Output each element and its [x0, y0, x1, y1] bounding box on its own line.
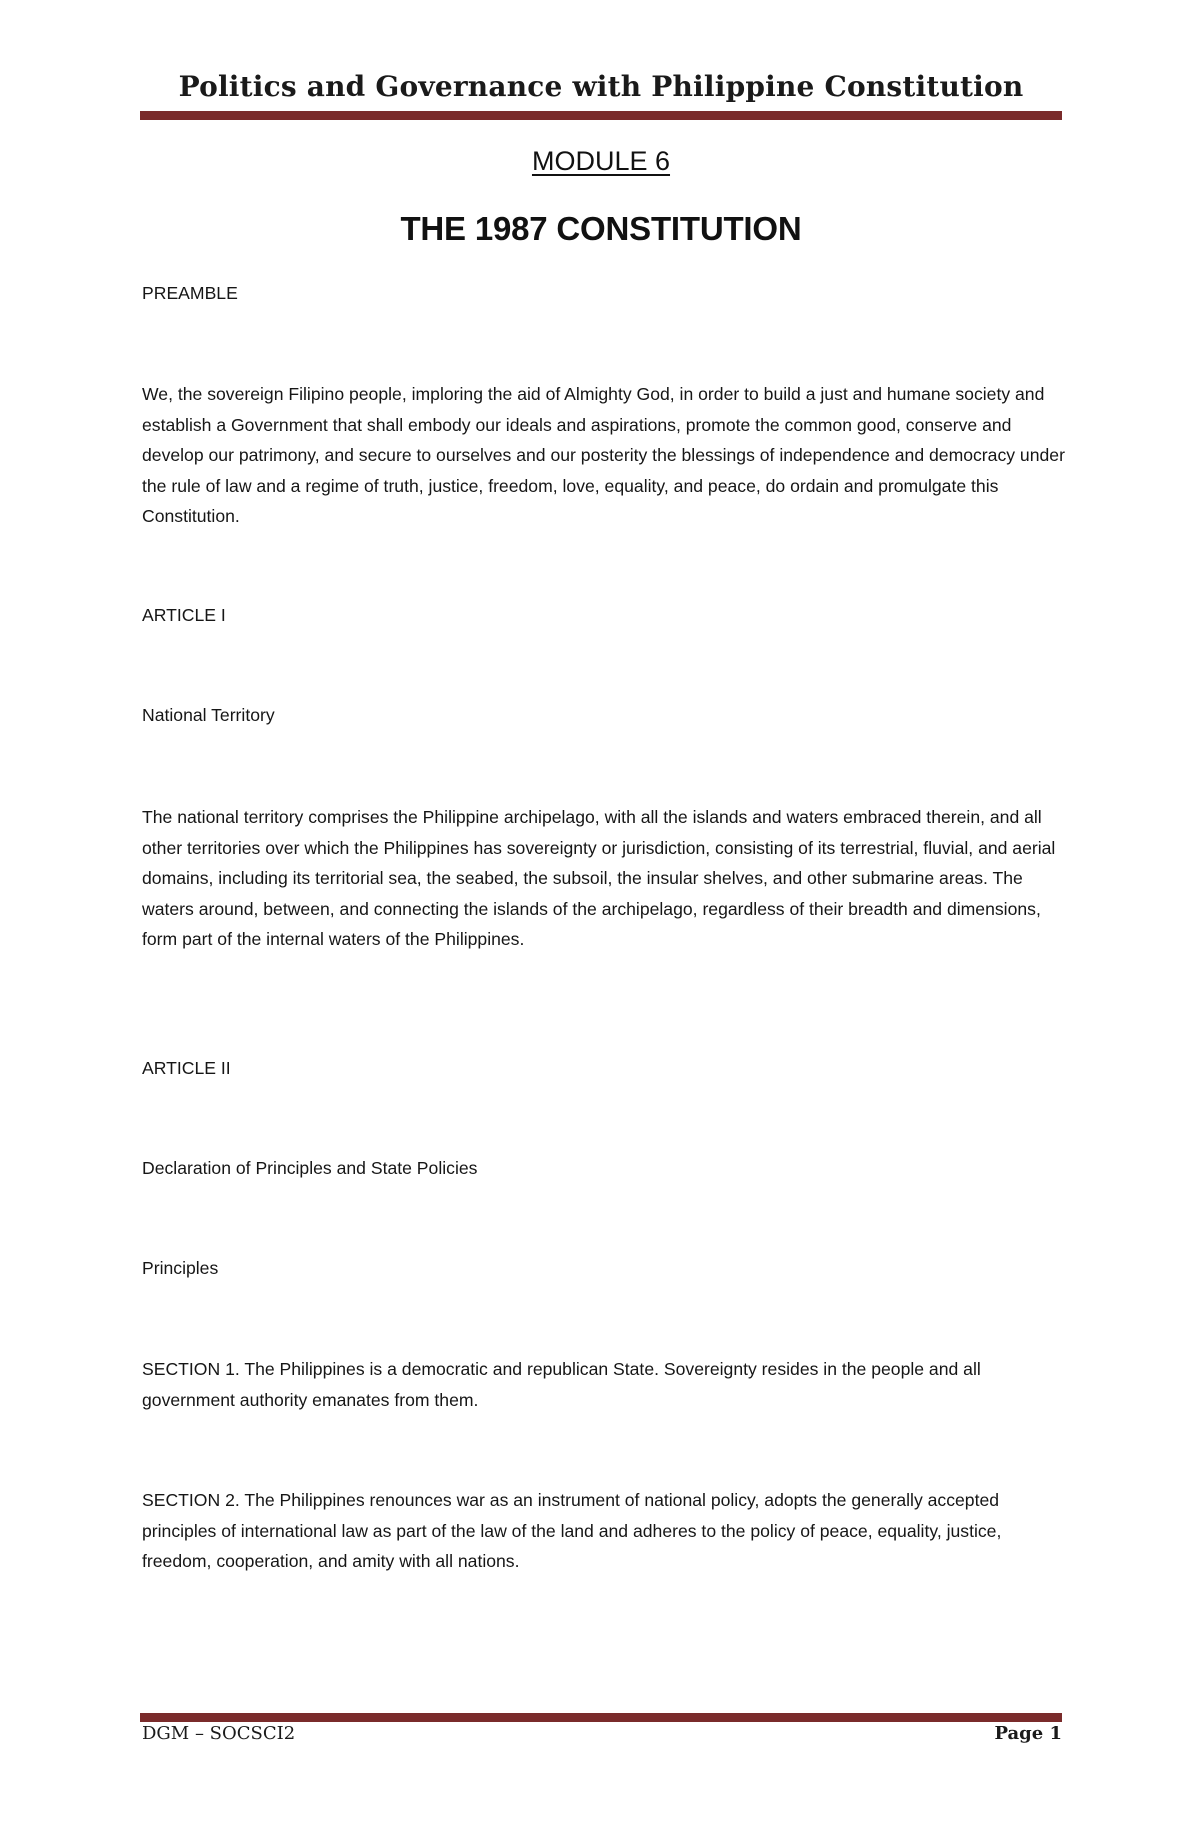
page-number: Page 1	[994, 1723, 1062, 1744]
article-2-title: Declaration of Principles and State Policies	[142, 1158, 478, 1178]
article-1-paragraph: The national territory comprises the Philippine archipelago, with all the islands and waters embraced therein, and all other territories over which the Philippines has sovereignty or jurisdiction, consisting of its terrestrial, fluvial, and aerial domains, including its territorial sea, the seabed, the subsoil, the insular shelves, and other submarine areas. The waters around, between, and connecting the islands of the archipelago, regardless of their breadth and dimensions, form part of the internal waters of the Philippines.	[142, 807, 1056, 949]
preamble-paragraph: We, the sovereign Filipino people, imploring the aid of Almighty God, in order to build a just and humane society and establish a Government that shall embody our ideals and aspirations, promote the common good, conserve and develop our patrimony, and secure to ourselves and our posterity the blessings of independence and democracy under the rule of law and a regime of truth, justice, freedom, love, equality, and peace, do ordain and promulgate this Constitution.	[142, 384, 1065, 526]
article-1-heading: ARTICLE I	[142, 605, 226, 625]
preamble-heading: PREAMBLE	[142, 283, 238, 303]
running-header-title: Politics and Governance with Philippine Constitution	[178, 70, 1024, 103]
page-title: THE 1987 CONSTITUTION	[400, 210, 802, 247]
article-2-heading: ARTICLE II	[142, 1058, 231, 1078]
section-1-paragraph: SECTION 1. The Philippines is a democratic and republican State. Sovereignty resides in the people and all government authority emanates from them.	[142, 1359, 981, 1410]
article-1-title: National Territory	[142, 705, 275, 725]
header-divider	[140, 111, 1062, 120]
module-label: MODULE 6	[531, 146, 671, 176]
footer-divider	[140, 1713, 1062, 1722]
footer-course-code: DGM – SOCSCI2	[142, 1723, 296, 1744]
section-2-paragraph: SECTION 2. The Philippines renounces war as an instrument of national policy, adopts the generally accepted principles of international law as part of the law of the land and adheres to the policy of peace, equality, justice, freedom, cooperation, and amity with all nations.	[142, 1490, 1002, 1571]
principles-heading: Principles	[142, 1258, 219, 1278]
